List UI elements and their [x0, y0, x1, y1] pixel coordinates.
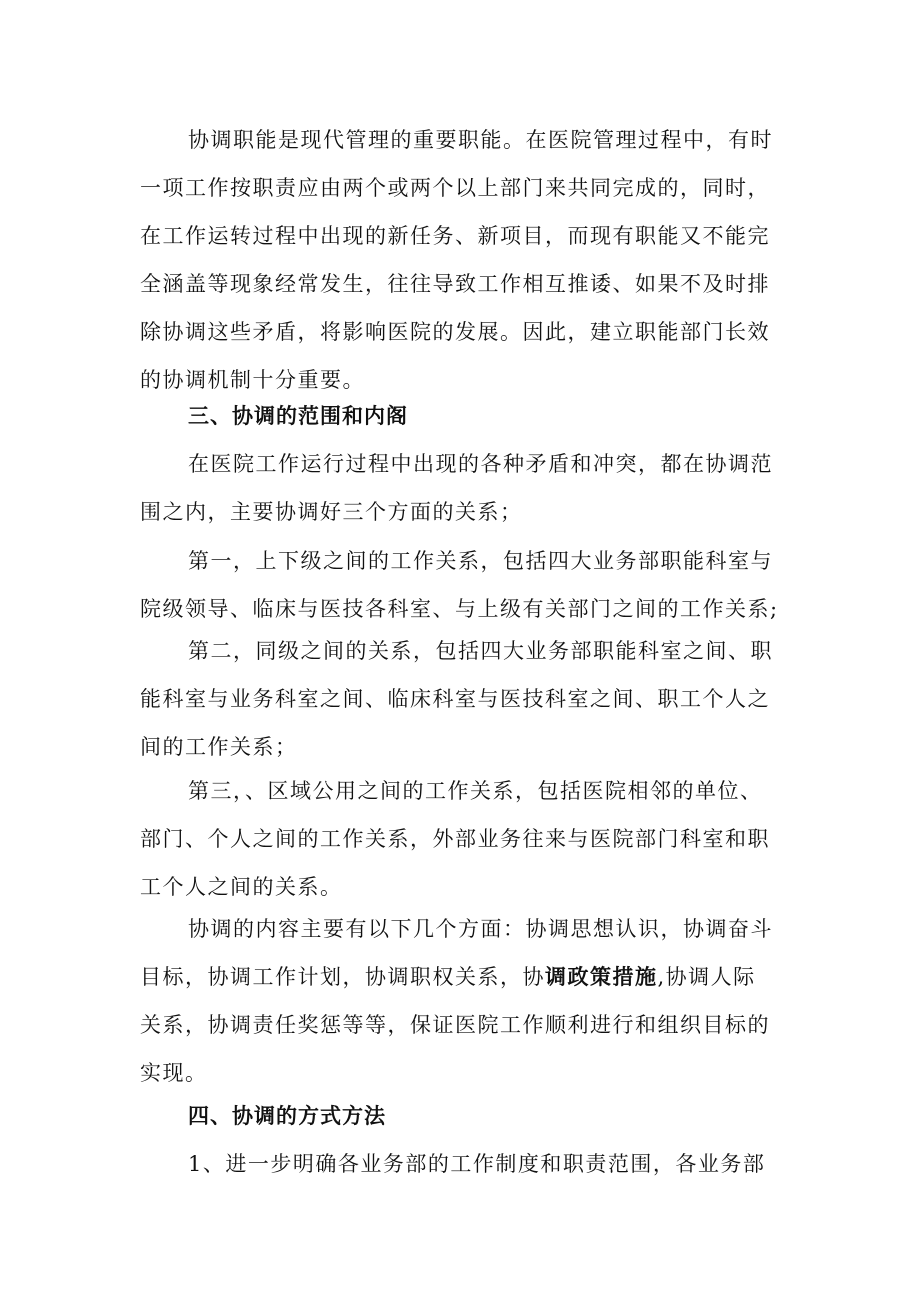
text-line: 第二，同级之间的关系，包括四大业务部职能科室之间、职: [188, 639, 773, 663]
text-line: 间的工作关系；: [140, 735, 298, 759]
bold-text-segment: 调政策措施: [545, 965, 658, 989]
paragraph-first-relation: [140, 537, 790, 633]
text-line: 第三，、区域公用之间的工作关系，包括医院相邻的单位、: [188, 779, 763, 803]
text-line: 在工作运转过程中出现的新任务、新项目，而现有职能又不能完: [140, 224, 770, 248]
paragraph-methods: [140, 1140, 790, 1188]
text-line: 的协调机制十分重要。: [140, 368, 365, 392]
paragraph-scope: [140, 440, 790, 536]
text-line: 实现。: [140, 1061, 208, 1085]
text-line: 除协调这些矛盾，将影响医院的发展。因此，建立职能部门长效: [140, 320, 770, 344]
heading-text: 三、协调的范围和内阁: [188, 404, 408, 428]
text-line: 一项工作按职责应由两个或两个以上部门来共同完成的，同时，: [140, 176, 770, 200]
paragraph-coordination-function: [140, 116, 790, 404]
text-line: 协调职能是现代管理的重要职能。在医院管理过程中，有时: [188, 128, 773, 152]
text-segment: 目标，协调工作计划，协调职权关系，协: [140, 965, 545, 989]
text-line: 在医院工作运行过程中出现的各种矛盾和冲突，都在协调范: [188, 452, 773, 476]
text-line: 围之内，主要协调好三个方面的关系；: [140, 500, 523, 524]
paragraph-third-relation: [140, 767, 790, 911]
text-line: 工个人之间的关系。: [140, 875, 343, 899]
section-heading-4: [140, 1092, 790, 1140]
text-line: [140, 953, 790, 1001]
heading-text: 四、协调的方式方法: [188, 1104, 386, 1128]
text-line: 第一，上下级之间的工作关系，包括四大业务部职能科室与: [188, 549, 773, 573]
paragraph-second-relation: [140, 627, 790, 771]
text-line: 全涵盖等现象经常发生，往往导致工作相互推诿、如果不及时排: [140, 272, 770, 296]
paragraph-content: [140, 905, 790, 1097]
section-heading-3: [140, 392, 790, 440]
text-line: 1、进一步明确各业务部的工作制度和职责范围，各业务部: [188, 1152, 766, 1176]
text-line: 关系，协调责任奖惩等等，保证医院工作顺利进行和组织目标的: [140, 1013, 770, 1037]
text-segment: ,协调人际: [657, 965, 756, 989]
text-line: 协调的内容主要有以下几个方面：协调思想认识，协调奋斗: [188, 917, 773, 941]
text-line: 院级领导、临床与医技各科室、与上级有关部门之间的工作关系;: [140, 597, 779, 621]
text-line: 部门、个人之间的工作关系，外部业务往来与医院部门科室和职: [140, 827, 770, 851]
text-line: 能科室与业务科室之间、临床科室与医技科室之间、职工个人之: [140, 687, 770, 711]
